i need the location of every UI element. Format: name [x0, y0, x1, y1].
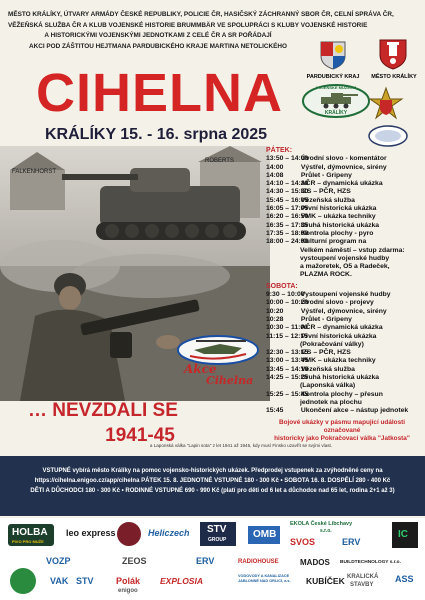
sponsor-strip	[0, 518, 425, 600]
helicopter-icon	[176, 326, 260, 366]
schedule-time: 10:00 – 10:20	[266, 299, 309, 307]
leo-express-logo: leo express	[66, 528, 116, 538]
schedule-continuation: jednotek na plochu	[300, 398, 362, 406]
schedule-continuation: (Laponská válka)	[300, 382, 356, 390]
schedule-time: 14:25 – 15:25	[266, 374, 309, 382]
kubicek-logo: KUBÍČEK	[306, 576, 345, 586]
schedule-row	[266, 333, 425, 341]
schedule-row	[266, 205, 425, 213]
schedule-time: 12:30 – 13:15	[266, 349, 309, 357]
schedule-time: 18:00 – 24:00	[266, 238, 309, 246]
schedule-row	[266, 164, 425, 172]
holba-logo	[8, 524, 54, 546]
schedule-time: 13:50 – 14:00	[266, 155, 309, 163]
schedule-row	[266, 238, 425, 246]
schedule-row	[266, 213, 425, 221]
schedule-row	[266, 366, 425, 374]
schedule-item: Druhá historická ukázka	[300, 374, 380, 382]
dates-month-year: srpna 2025	[183, 126, 268, 143]
ekola-line1: EKOLA České Libchavy	[290, 521, 353, 527]
seal-logo	[117, 522, 141, 546]
schedule-item: VMK – ukázka techniky	[300, 357, 376, 365]
schedule-continuation: (Pokračování války)	[300, 340, 364, 348]
enigoo-logo: enigoo	[118, 588, 138, 594]
schedule-row	[266, 324, 425, 332]
schedule-time: 15:45 – 16:05	[266, 196, 309, 204]
vojenske-muzeum-logo	[296, 83, 376, 123]
headline-years: 1941-45	[105, 425, 175, 446]
schedule-row	[266, 222, 425, 230]
event-title: CIHELNA	[36, 63, 283, 123]
heliczech-logo: Heliczech	[148, 528, 190, 538]
saturday-rows	[266, 291, 425, 415]
intro-line: AKCI POD ZÁŠTITOU HEJTMANA PARDUBICKÉHO KRAJE MARTINA NETOLICKÉHO	[29, 42, 287, 50]
schedule-item: Kontrola plochy - pyro	[300, 229, 374, 237]
schedule-row	[266, 155, 425, 163]
omb-label: OMB	[253, 529, 277, 540]
schedule-row	[266, 357, 425, 365]
schedule-item: Úvodní slovo - projevy	[300, 299, 374, 307]
schedule-item: VMK – ukázka techniky	[300, 213, 376, 221]
schedule-time: 13:00 – 13:45	[266, 357, 309, 365]
kraliky-crest-icon	[378, 38, 408, 70]
zeos-logo: ZEOS	[122, 556, 147, 566]
intro-line: A HISTORICKÝMI VOJENSKÝMI JEDNOTKAMI Z CELÉ ČR A SR POŘÁDAJÍ	[44, 32, 272, 40]
schedule-continuation: a mažoretek, O5 a Radeček,	[300, 263, 390, 271]
stv-label: STV	[207, 524, 227, 535]
badge-oval-icon	[368, 125, 408, 147]
schedule-time: 15:25 – 15:45	[266, 390, 309, 398]
schedule-item: IZS – PČR, HZS	[300, 349, 351, 357]
vak-logo: VAK	[50, 576, 69, 586]
schedule-item: AČR – dynamická ukázka	[300, 324, 383, 332]
schedule-row	[266, 197, 425, 205]
schedule-time: 10:20	[266, 307, 284, 315]
schedule-row	[266, 349, 425, 357]
partner-badge-logo	[368, 125, 408, 147]
stv-sub: GROUP	[208, 537, 227, 543]
muzeum-label-bottom: KRÁLÍKY	[324, 110, 348, 116]
kraj-crest-icon	[318, 40, 348, 70]
battle-line: Bojové ukázky v pásmu mapující události označované	[278, 419, 406, 434]
ticket-line: DĚTI A DŮCHODCI 180 - 300 Kč • RODINNÉ VSTUPNÉ 690 - 990 Kč (platí pro děti od 6 let a důchodce nad 65 let, rodina 2+1 až 3)	[30, 488, 395, 494]
event-dates	[45, 126, 275, 144]
schedule-time: 10:30 – 11:00	[266, 324, 308, 332]
schedule-time: 9:30 – 10:00	[266, 291, 305, 299]
vodovody-logo: VODOVODY A KANALIZACE JABLONNÉ NAD ORLICÍ, a.s.	[238, 574, 291, 583]
sign-falkenhorst: FALKENHORST	[12, 169, 57, 175]
mesto-kraliky-label: MĚSTO KRÁLÍKY	[371, 74, 417, 80]
ic-label: IC	[398, 529, 408, 540]
schedule-row	[266, 172, 425, 180]
battle-description	[262, 419, 422, 443]
bar-spacer	[0, 456, 425, 466]
holba-label: HOLBA	[12, 527, 48, 538]
ass-logo: ASS	[395, 574, 414, 584]
friday-rows	[266, 155, 425, 279]
ekola-logo	[290, 521, 380, 549]
schedule-item: Kontrola plochy – přesun	[300, 390, 383, 398]
intro-line: MĚSTO KRÁLÍKY, ÚTVARY ARMÁDY ČESKÉ REPUBLIKY, POLICIE ČR, HASIČSKÝ ZÁCHRANNÝ SBOR ČR, CELNÍ SPRÁVA ČR,	[8, 11, 394, 18]
svos-label: SVOS	[290, 537, 316, 547]
schedule-time: 17:35 – 18:00	[266, 229, 309, 237]
akce-cihelna-logo	[176, 326, 260, 390]
schedule-row	[266, 299, 425, 307]
schedule-continuation: Velkém náměstí – vstup zdarma:	[300, 246, 405, 254]
cihelna-label: Cihelna	[206, 374, 254, 387]
schedule-continuation: PLAZMA ROCK.	[300, 271, 352, 279]
schedule-row	[266, 188, 425, 196]
saturday-label: SOBOTA:	[266, 282, 298, 290]
erv-small-logo: ERV	[196, 556, 215, 566]
battle-line: historicky jako Pokračovací válka "Jatkosta"	[274, 435, 410, 442]
schedule-item: Průlet - Gripeny	[300, 171, 352, 179]
holba-sub: PIVO PRO MUŽE	[12, 539, 44, 544]
ticket-line: https://cihelna.enigoo.cz/app/cihelna PÁTEK 15. 8. JEDNOTNÉ VSTUPNÉ 180 - 300 Kč • SOBOTA 16. 8. DOSPĚLÍ 280 - 400 Kč	[34, 478, 391, 484]
ic-logo	[392, 522, 418, 548]
erv-label: ERV	[342, 537, 361, 547]
stavby-logo: STAVBY	[350, 582, 374, 588]
schedule-row	[266, 316, 425, 324]
roundel-logo	[10, 568, 36, 594]
schedule-time: 16:20 – 16:50	[266, 213, 309, 221]
schedule-item: Druhá historická ukázka	[300, 221, 380, 229]
schedule-row	[266, 407, 425, 415]
schedule-time: 14:00	[266, 163, 284, 171]
army-star-icon	[368, 86, 404, 122]
ticket-line: VSTUPNÉ vybírá město Králíky na pomoc vojensko-historických ukázek. Předprodej vstupenek za zvýhodněné ceny na	[42, 468, 383, 474]
stv-group-logo	[200, 522, 236, 546]
friday-label: PÁTEK:	[266, 147, 293, 154]
schedule-item: Výstřel, dýmovnice, sirény	[300, 163, 387, 171]
schedule-time: 13:45 – 14:10	[266, 365, 309, 373]
mados-logo: MADOS	[300, 558, 330, 567]
schedule-item: Průlet - Gripeny	[300, 315, 352, 323]
ticket-info-bar	[0, 456, 425, 516]
stv2-logo: STV	[76, 576, 94, 586]
explosia-logo: EXPLOSIA	[160, 576, 203, 586]
schedule-continuation: vystoupení vojenské hudby	[300, 254, 390, 262]
schedule-item: Výstřel, dýmovnice, sirény	[300, 307, 387, 315]
headline-nevzdali: … NEVZDALI SE	[28, 400, 178, 421]
schedule-item: Vězeňská služba	[300, 196, 355, 204]
schedule-row	[266, 374, 425, 382]
schedule-item: Úvodní slovo - komentátor	[300, 155, 387, 163]
schedule-item: První historická ukázka	[300, 332, 377, 340]
schedule-item: Ukončení akce – nástup jednotek	[300, 407, 409, 415]
sign-roberts: ROBERTS	[205, 158, 234, 164]
ekola-line2: s.r.o.	[320, 528, 332, 534]
dates-prefix: KRÁLÍKY	[45, 126, 116, 143]
army-emblem	[368, 86, 404, 122]
radiohouse-logo: RADIOHOUSE	[238, 559, 279, 565]
schedule-time: 10:28	[266, 315, 284, 323]
schedule-row	[266, 308, 425, 316]
kralicka-logo: KRALICKÁ	[347, 574, 379, 580]
organizers-intro	[8, 10, 394, 52]
schedule-time: 15:45	[266, 407, 284, 415]
schedule-item: První historická ukázka	[300, 205, 377, 213]
pardubicky-kraj-label: PARDUBICKÝ KRAJ	[306, 74, 360, 80]
schedule-time: 14:30 – 15:30	[266, 188, 309, 196]
schedule-item: Vězeňská služba	[300, 365, 355, 373]
schedule-row	[266, 230, 425, 238]
buildtechnology-logo: BUILDTECHNOLOGY s.r.o.	[340, 560, 401, 565]
schedule-item: Kulturní program na	[300, 238, 367, 246]
schedule-time: 14:10 – 14:30	[266, 180, 309, 188]
vozp-logo: VOZP	[46, 556, 71, 566]
schedule-row	[266, 391, 425, 399]
dates-range: 15. - 16.	[120, 126, 179, 143]
schedule-time: 14:08	[266, 171, 284, 179]
akce-label: Akce	[184, 362, 217, 376]
schedule-time: 16:35 – 17:35	[266, 221, 309, 229]
schedule-item: IZS – PČR, HZS	[300, 188, 351, 196]
schedule-time: 11:15 – 12:15	[266, 332, 308, 340]
schedule-item: Vystoupení vojenské hudby	[300, 291, 391, 299]
muzeum-label-top: VOJENSKÉ MUZEUM	[315, 85, 357, 90]
polak-logo: Polák	[116, 576, 141, 586]
intro-line: VĚŽEŇSKÁ SLUŽBA ČR A KLUB VOJENSKÉ HISTORIE BRUMMBÄR VE SPOLUPRÁCI S KLUBY VOJENSKÉ HISTORIE	[8, 21, 368, 29]
omb-logo	[248, 526, 280, 544]
laponska-note: a Laponská válka "Lapin sota" z let 1941 až 1945, kdy musí Finsko uzavřít se svými vlast.	[149, 443, 333, 448]
schedule-time: 16:05 – 17:05	[266, 205, 309, 213]
schedule-item: AČR – dynamická ukázka	[300, 180, 383, 188]
program-schedule	[266, 147, 425, 416]
